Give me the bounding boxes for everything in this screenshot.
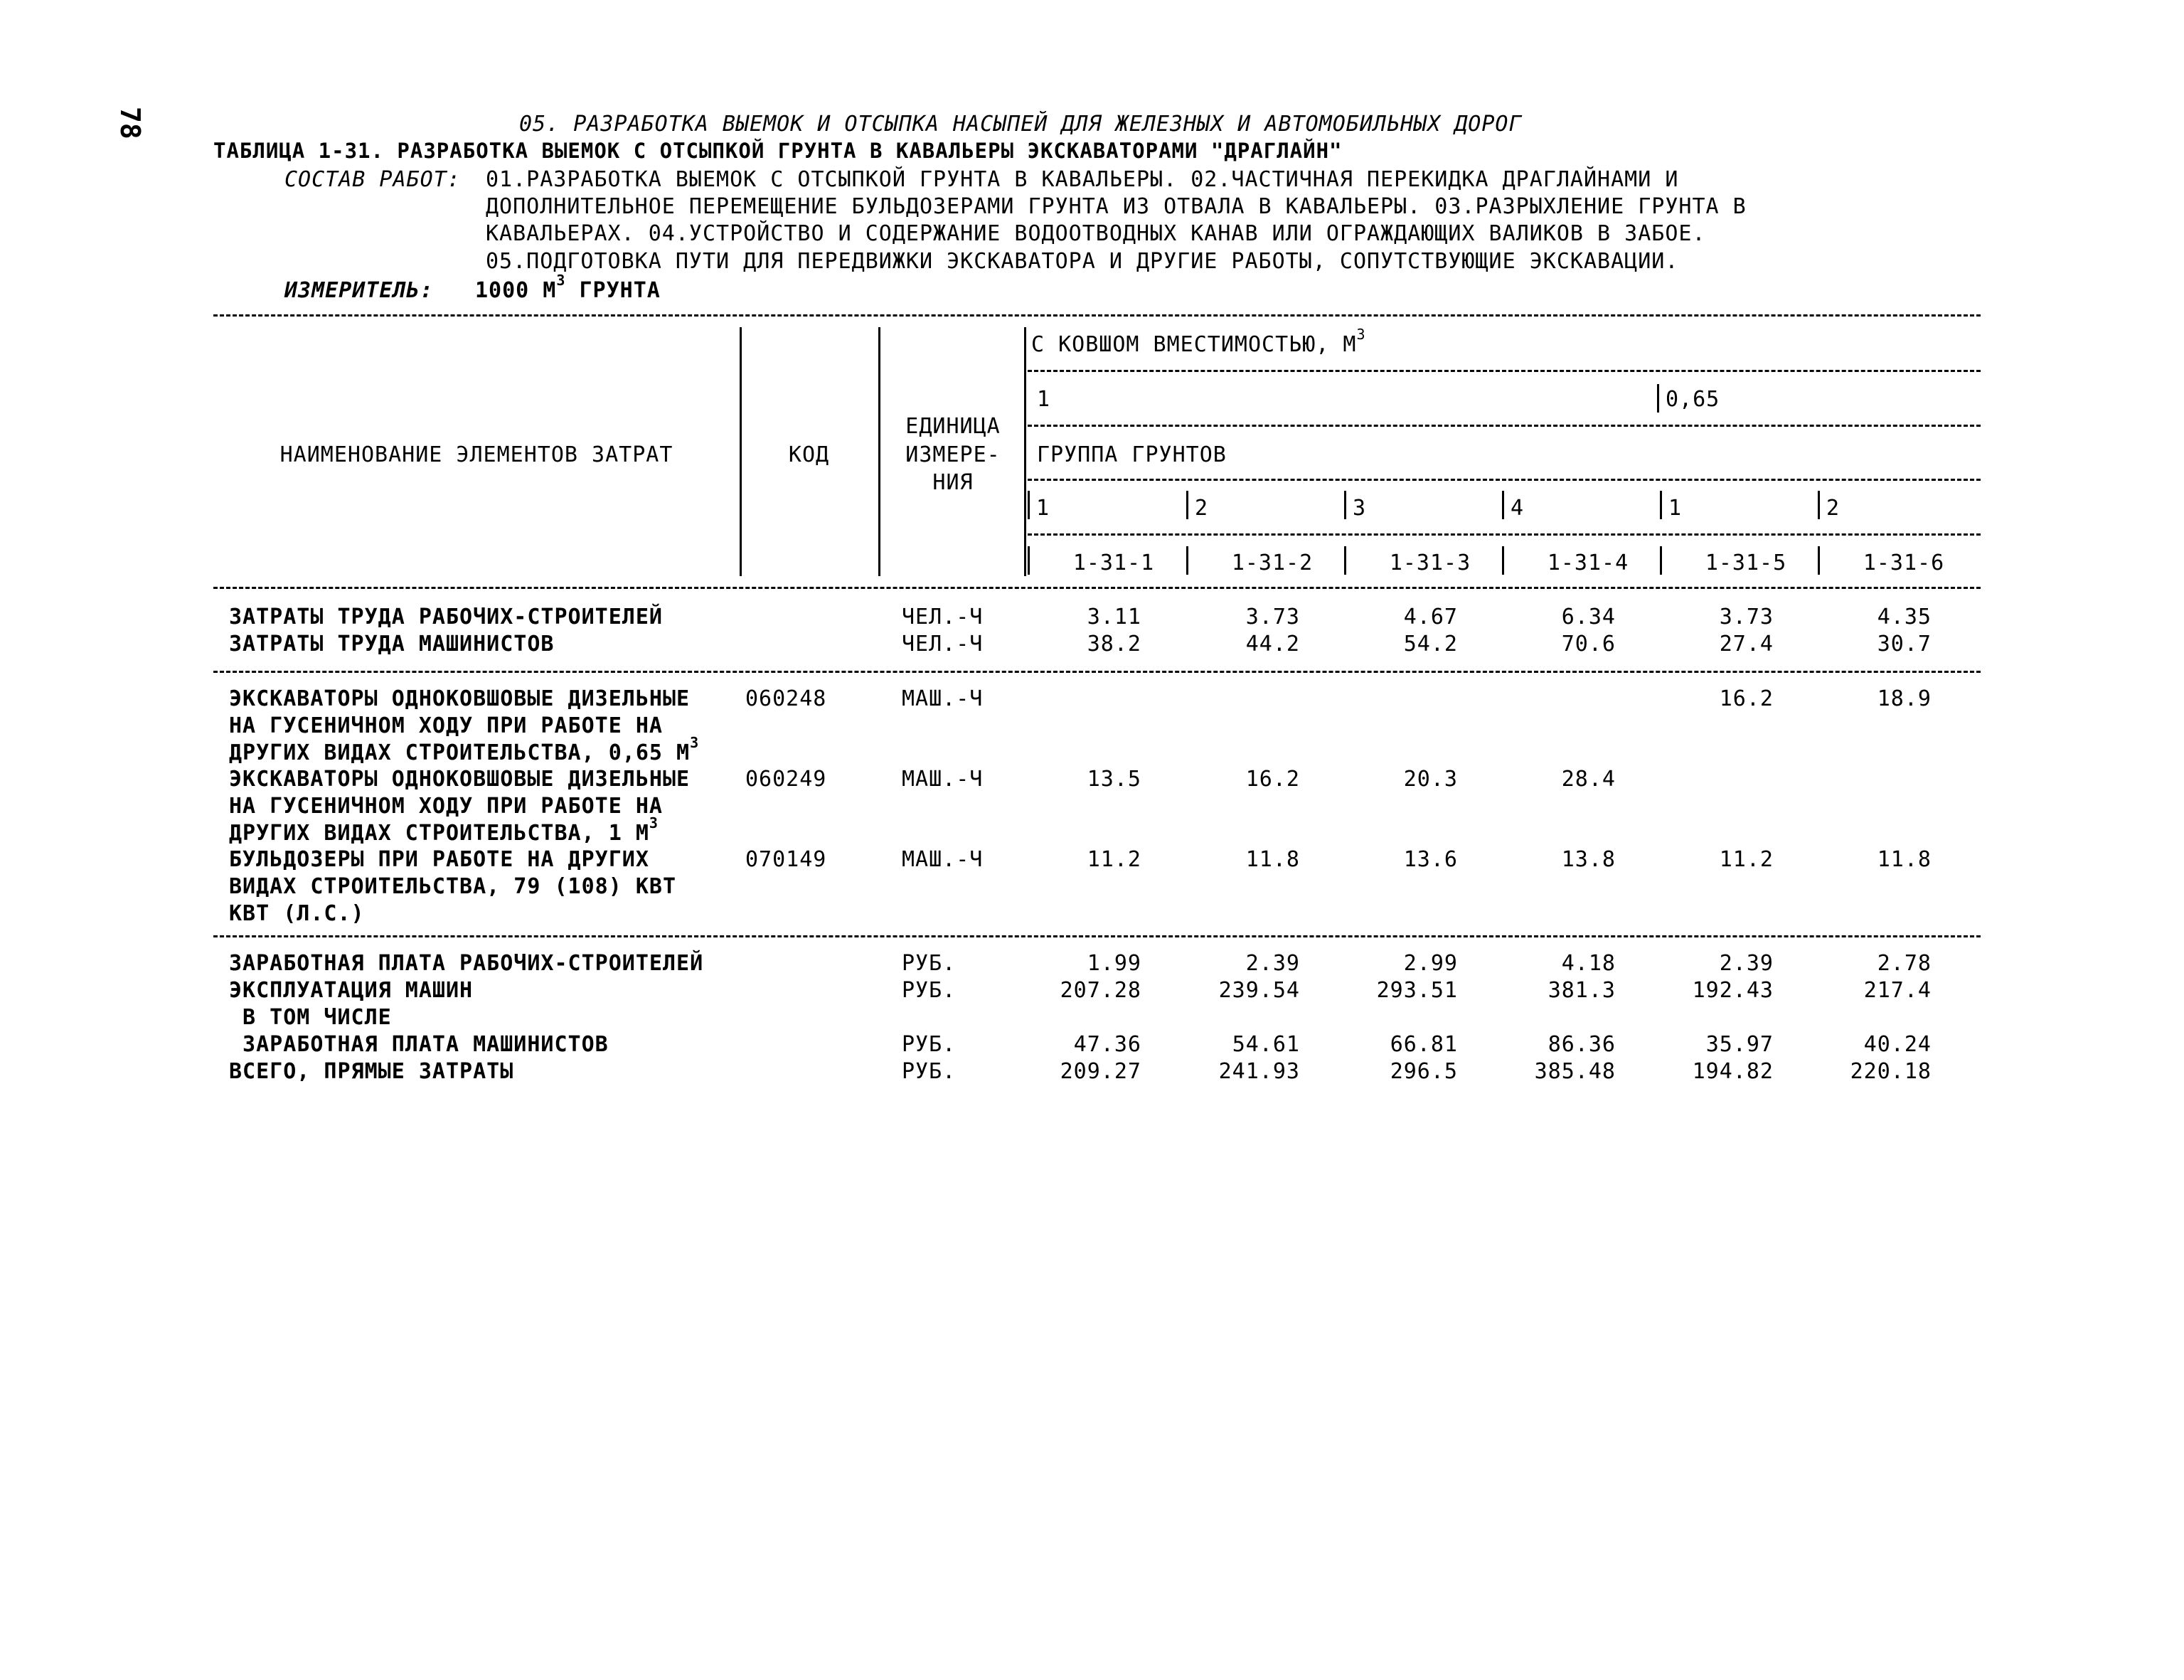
cost-row-value: 220.18	[1850, 1059, 1932, 1084]
rule-top	[213, 314, 1981, 317]
machine-row-name: ДРУГИХ ВИДАХ СТРОИТЕЛЬСТВА, 0,65 $М^3$	[229, 734, 700, 765]
machine-row-code: 060248	[745, 686, 827, 711]
cost-row-unit: РУБ.	[902, 1059, 957, 1084]
machine-row-value: 13.5	[1087, 767, 1141, 792]
labor-row-value: 3.11	[1087, 605, 1141, 629]
cost-row-value: 2.39	[1245, 951, 1300, 976]
labor-row-value: 30.7	[1877, 632, 1932, 656]
table-title: ТАБЛИЦА 1-31. РАЗРАБОТКА ВЫЕМОК С ОТСЫПКОЙ ГРУНТА В КАВАЛЬЕРЫ ЭКСКАВАТОРАМИ "ДРАГЛАЙН"	[213, 139, 1343, 163]
cost-row-value: 4.18	[1561, 951, 1616, 976]
cost-row-value: 2.39	[1719, 951, 1774, 976]
machine-row-name: БУЛЬДОЗЕРЫ ПРИ РАБОТЕ НА ДРУГИХ	[229, 847, 649, 872]
page-number: 78	[114, 107, 146, 139]
rule-labor-bottom	[213, 671, 1981, 673]
work-label: СОСТАВ РАБОТ:	[284, 167, 461, 192]
machine-row-value: 13.8	[1561, 847, 1616, 872]
cost-row-unit: РУБ.	[902, 1032, 957, 1057]
machine-row-name: ДРУГИХ ВИДАХ СТРОИТЕЛЬСТВА, 1 $М^3$	[229, 814, 659, 846]
machine-row-name: ВИДАХ СТРОИТЕЛЬСТВА, 79 (108) КВТ	[229, 874, 677, 899]
machine-row-unit: МАШ.-Ч	[902, 847, 984, 872]
cost-row-value: 381.3	[1548, 978, 1616, 1003]
labor-row-unit: ЧЕЛ.-Ч	[902, 605, 984, 629]
machine-row-value: 11.2	[1087, 847, 1141, 872]
machine-row-name: ЭКСКАВАТОРЫ ОДНОКОВШОВЫЕ ДИЗЕЛЬНЫЕ	[229, 767, 691, 792]
cost-row-value: 207.28	[1060, 978, 1141, 1003]
labor-row-value: 44.2	[1245, 632, 1300, 656]
cost-row-value: 2.99	[1403, 951, 1458, 976]
cost-row-name: ЭКСПЛУАТАЦИЯ МАШИН	[229, 978, 474, 1003]
table-code-cell: 1-31-6	[1863, 551, 1945, 575]
machine-row-unit: МАШ.-Ч	[902, 686, 984, 711]
cost-row-value: 296.5	[1390, 1059, 1458, 1084]
code-divider	[1344, 546, 1346, 575]
table-code-cell: 1-31-3	[1389, 551, 1471, 575]
header-bucket-065: 0,65	[1666, 387, 1720, 412]
cost-row-value: 293.51	[1376, 978, 1458, 1003]
group-divider	[1344, 491, 1346, 519]
soil-group-cell: 4	[1511, 496, 1525, 521]
cost-row-value: 194.82	[1692, 1059, 1774, 1084]
header-soil-group: ГРУППА ГРУНТОВ	[1037, 442, 1227, 467]
table-code-cell: 1-31-5	[1705, 551, 1787, 575]
soil-group-cell: 2	[1826, 496, 1841, 521]
cost-row-value: 217.4	[1863, 978, 1932, 1003]
code-divider	[1660, 546, 1662, 575]
machine-row-name: НА ГУСЕНИЧНОМ ХОДУ ПРИ РАБОТЕ НА	[229, 713, 663, 738]
machine-row-name: НА ГУСЕНИЧНОМ ХОДУ ПРИ РАБОТЕ НА	[229, 794, 663, 819]
cost-row-value: 1.99	[1087, 951, 1141, 976]
header-unit-1: ЕДИНИЦА	[905, 414, 1001, 439]
labor-row-value: 4.35	[1877, 605, 1932, 629]
machine-row-value: 18.9	[1877, 686, 1932, 711]
cost-row-value: 47.36	[1073, 1032, 1141, 1057]
header-name-col: НАИМЕНОВАНИЕ ЭЛЕМЕНТОВ ЗАТРАТ	[279, 442, 673, 467]
table-code-cell: 1-31-1	[1072, 551, 1155, 575]
work-line-2: ДОПОЛНИТЕЛЬНОЕ ПЕРЕМЕЩЕНИЕ БУЛЬДОЗЕРАМИ ГРУНТА ИЗ ОТВАЛА В КАВАЛЬЕРЫ. 03.РАЗРЫХЛЕНИЕ ГРУНТА В	[486, 194, 1747, 219]
machine-row-value: 28.4	[1561, 767, 1616, 792]
measure-value: 1000 $М^3$ ГРУНТА	[475, 272, 661, 303]
header-unit-3: НИЯ	[932, 470, 974, 495]
cost-row-name: В ТОМ ЧИСЛЕ	[229, 1005, 392, 1030]
labor-row-value: 70.6	[1561, 632, 1616, 656]
rule-header-bottom	[213, 587, 1981, 589]
measure-label: ИЗМЕРИТЕЛЬ:	[284, 278, 434, 303]
work-line-1: 01.РАЗРАБОТКА ВЫЕМОК С ОТСЫПКОЙ ГРУНТА В КАВАЛЬЕРЫ. 02.ЧАСТИЧНАЯ ПЕРЕКИДКА ДРАГЛАЙНАМИ И	[486, 167, 1679, 192]
rule-h4	[1028, 533, 1981, 536]
rule-h3	[1028, 479, 1981, 481]
cost-row-value: 241.93	[1218, 1059, 1300, 1084]
work-line-4: 05.ПОДГОТОВКА ПУТИ ДЛЯ ПЕРЕДВИЖКИ ЭКСКАВАТОРА И ДРУГИЕ РАБОТЫ, СОПУТСТВУЮЩИЕ ЭКСКАВАЦИИ.	[486, 249, 1679, 274]
machine-row-value: 16.2	[1719, 686, 1774, 711]
machine-row-code: 070149	[745, 847, 827, 872]
header-bucket-1: 1	[1037, 387, 1051, 412]
cost-row-value: 2.78	[1877, 951, 1932, 976]
cost-row-value: 239.54	[1218, 978, 1300, 1003]
cost-row-value: 66.81	[1390, 1032, 1458, 1057]
col-divider-unit	[1024, 327, 1026, 576]
header-bucket-label: С КОВШОМ ВМЕСТИМОСТЬЮ, $М^3$	[1031, 326, 1366, 357]
rule-h2	[1028, 425, 1981, 427]
group-divider	[1028, 491, 1030, 519]
cost-row-value: 385.48	[1534, 1059, 1616, 1084]
rule-machine-bottom	[213, 935, 1981, 937]
soil-group-cell: 3	[1353, 496, 1367, 521]
cost-row-unit: РУБ.	[902, 951, 957, 976]
group-divider	[1186, 491, 1188, 519]
header-unit-2: ИЗМЕРЕ-	[905, 442, 1001, 467]
cost-row-value: 40.24	[1863, 1032, 1932, 1057]
col-divider-code	[878, 327, 880, 576]
machine-row-value: 11.8	[1245, 847, 1300, 872]
soil-group-cell: 1	[1668, 496, 1683, 521]
section-title: 05. РАЗРАБОТКА ВЫЕМОК И ОТСЫПКА НАСЫПЕЙ ДЛЯ ЖЕЛЕЗНЫХ И АВТОМОБИЛЬНЫХ ДОРОГ	[519, 112, 1523, 137]
machine-row-unit: МАШ.-Ч	[902, 767, 984, 792]
work-line-3: КАВАЛЬЕРАХ. 04.УСТРОЙСТВО И СОДЕРЖАНИЕ ВОДООТВОДНЫХ КАНАВ ИЛИ ОГРАЖДАЮЩИХ ВАЛИКОВ В ЗАБОЕ.	[486, 221, 1706, 246]
soil-group-cell: 2	[1195, 496, 1209, 521]
labor-row-name: ЗАТРАТЫ ТРУДА МАШИНИСТОВ	[229, 632, 555, 656]
group-divider	[1660, 491, 1662, 519]
bucket-divider	[1657, 384, 1659, 413]
labor-row-value: 3.73	[1245, 605, 1300, 629]
code-divider	[1818, 546, 1820, 575]
cost-row-name: ЗАРАБОТНАЯ ПЛАТА РАБОЧИХ-СТРОИТЕЛЕЙ	[229, 951, 704, 976]
labor-row-value: 6.34	[1561, 605, 1616, 629]
group-divider	[1502, 491, 1504, 519]
table-code-cell: 1-31-2	[1231, 551, 1314, 575]
labor-row-value: 38.2	[1087, 632, 1141, 656]
code-divider	[1186, 546, 1188, 575]
labor-row-value: 54.2	[1403, 632, 1458, 656]
cost-row-value: 54.61	[1232, 1032, 1300, 1057]
cost-row-value: 192.43	[1692, 978, 1774, 1003]
machine-row-value: 11.8	[1877, 847, 1932, 872]
machine-row-value: 11.2	[1719, 847, 1774, 872]
code-divider	[1028, 546, 1030, 575]
code-divider	[1502, 546, 1504, 575]
table-code-cell: 1-31-4	[1547, 551, 1629, 575]
rule-h1	[1028, 370, 1981, 372]
cost-row-name: ВСЕГО, ПРЯМЫЕ ЗАТРАТЫ	[229, 1059, 514, 1084]
labor-row-value: 27.4	[1719, 632, 1774, 656]
cost-row-unit: РУБ.	[902, 978, 957, 1003]
labor-row-unit: ЧЕЛ.-Ч	[902, 632, 984, 656]
labor-row-name: ЗАТРАТЫ ТРУДА РАБОЧИХ-СТРОИТЕЛЕЙ	[229, 605, 663, 629]
machine-row-name: ЭКСКАВАТОРЫ ОДНОКОВШОВЫЕ ДИЗЕЛЬНЫЕ	[229, 686, 691, 711]
soil-group-cell: 1	[1036, 496, 1050, 521]
machine-row-sup: 3	[690, 734, 700, 751]
machine-row-value: 13.6	[1403, 847, 1458, 872]
labor-row-value: 3.73	[1719, 605, 1774, 629]
machine-row-value: 20.3	[1403, 767, 1458, 792]
cost-row-value: 209.27	[1060, 1059, 1141, 1084]
labor-row-value: 4.67	[1403, 605, 1458, 629]
machine-row-value: 16.2	[1245, 767, 1300, 792]
cost-row-name: ЗАРАБОТНАЯ ПЛАТА МАШИНИСТОВ	[229, 1032, 609, 1057]
cost-row-value: 35.97	[1705, 1032, 1774, 1057]
machine-row-sup: 3	[649, 814, 659, 831]
header-code-col: КОД	[788, 442, 830, 467]
machine-row-code: 060249	[745, 767, 827, 792]
cost-row-value: 86.36	[1548, 1032, 1616, 1057]
group-divider	[1818, 491, 1820, 519]
machine-row-name: КВТ (Л.С.)	[229, 901, 365, 926]
